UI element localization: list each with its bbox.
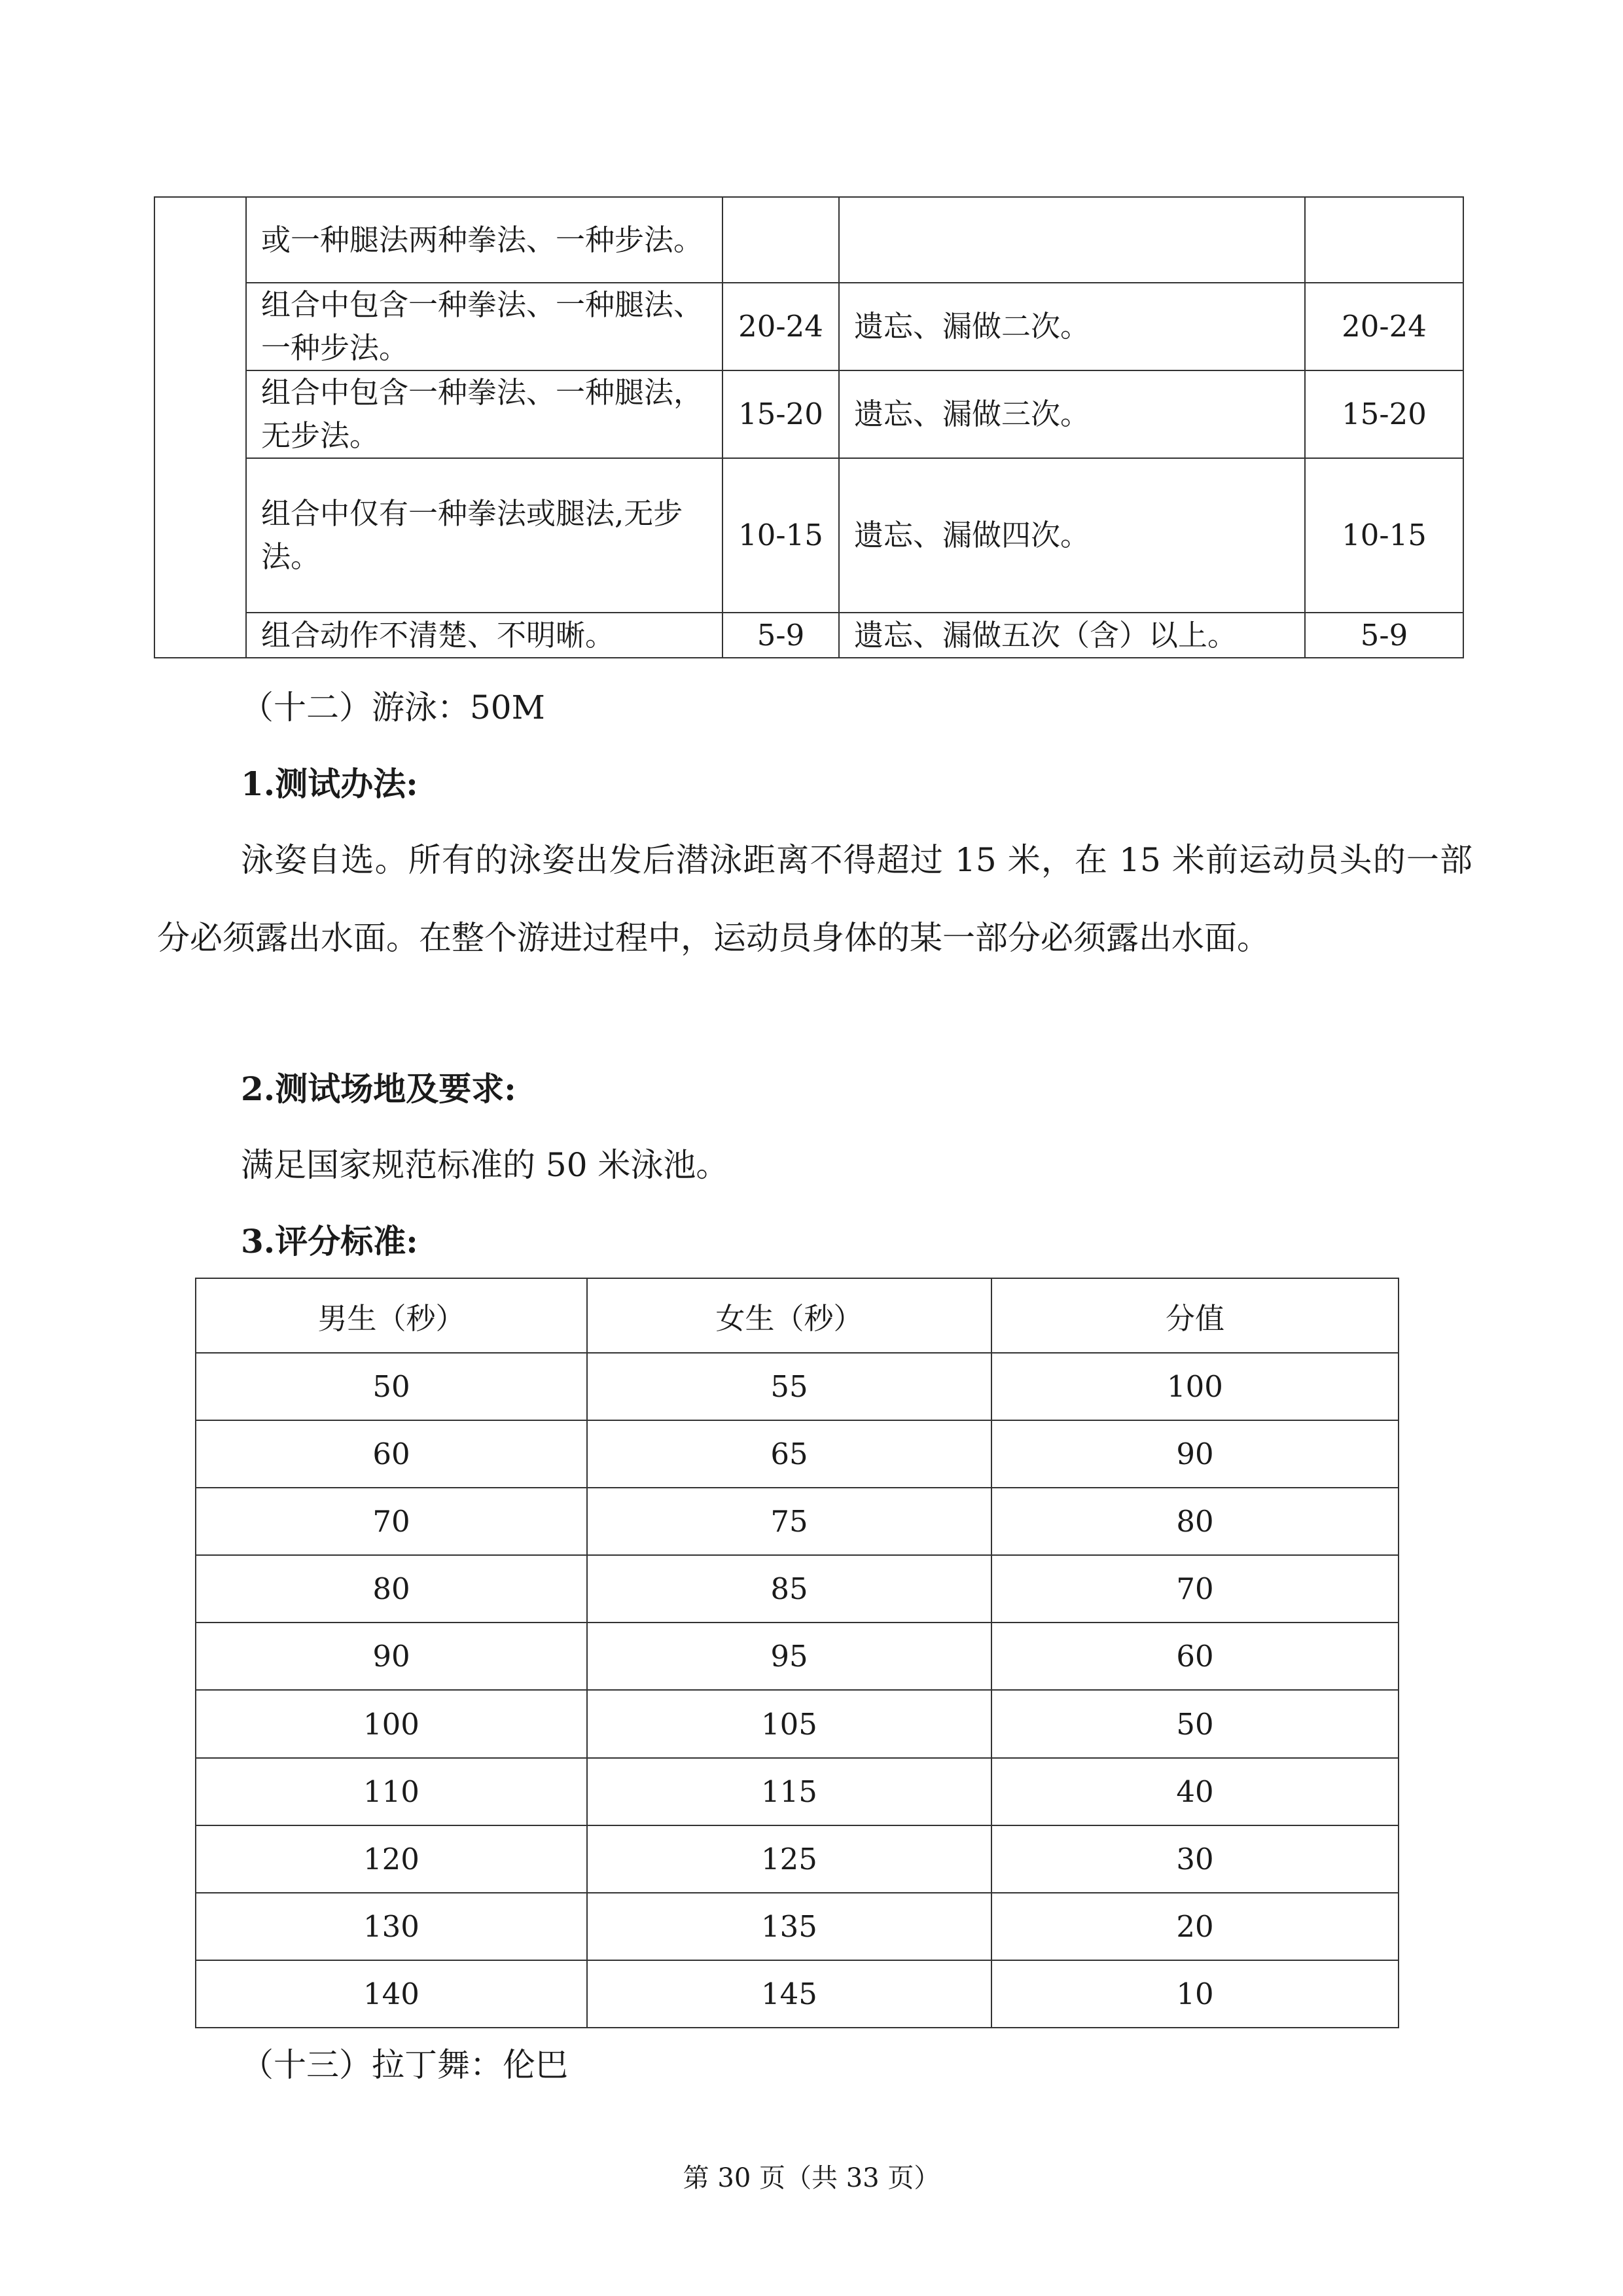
row-score2: 15-20 <box>1305 370 1463 458</box>
cell-female: 105 <box>587 1690 991 1757</box>
cell-male: 110 <box>196 1758 587 1825</box>
row-desc: 组合中包含一种拳法、一种腿法，无步法。 <box>246 370 722 458</box>
row-score <box>722 197 839 283</box>
row-error: 遗忘、漏做三次。 <box>839 370 1305 458</box>
table-row <box>196 1623 1399 1690</box>
cell-male: 140 <box>196 1960 587 2028</box>
header-score: 分值 <box>991 1278 1399 1353</box>
table-row <box>196 1758 1399 1825</box>
row-score2 <box>1305 197 1463 283</box>
row-score2: 5-9 <box>1305 613 1463 658</box>
row-desc: 组合中仅有一种拳法或腿法,无步法。 <box>246 458 722 613</box>
cell-male: 120 <box>196 1825 587 1893</box>
row-error: 遗忘、漏做五次（含）以上。 <box>839 613 1305 658</box>
cell-score: 30 <box>991 1825 1399 1893</box>
header-female: 女生（秒） <box>587 1278 991 1353</box>
section-13-title: （十三）拉丁舞：伦巴 <box>241 2046 568 2084</box>
cell-male: 100 <box>196 1690 587 1757</box>
section-12-title: （十二）游泳：50M <box>241 689 545 726</box>
cell-score: 20 <box>991 1893 1399 1960</box>
cell-score: 70 <box>991 1555 1399 1623</box>
venue-heading: 2.测试场地及要求: <box>241 1069 516 1108</box>
cell-score: 50 <box>991 1690 1399 1757</box>
row-score: 15-20 <box>722 370 839 458</box>
table-row <box>196 1893 1399 1960</box>
row-score2: 20-24 <box>1305 283 1463 370</box>
cell-female: 125 <box>587 1825 991 1893</box>
row-desc: 或一种腿法两种拳法、一种步法。 <box>246 197 722 283</box>
cell-score: 10 <box>991 1960 1399 2028</box>
table-row <box>196 1420 1399 1488</box>
cell-female: 65 <box>587 1420 991 1488</box>
cell-female: 135 <box>587 1893 991 1960</box>
venue-text: 满足国家规范标准的 50 米泳池。 <box>241 1146 729 1184</box>
cell-score: 90 <box>991 1420 1399 1488</box>
row-error: 遗忘、漏做四次。 <box>839 458 1305 613</box>
test-method-text: 泳姿自选。所有的泳姿出发后潜泳距离不得超过 15 米，在 15 米前运动员头的一部分必须露出水面。在整个游进过程中，运动员身体的某一部分必须露出水面。 <box>157 841 1472 957</box>
cell-female: 85 <box>587 1555 991 1623</box>
cell-male: 90 <box>196 1623 587 1690</box>
table-row <box>196 1825 1399 1893</box>
cell-score: 80 <box>991 1488 1399 1555</box>
cell-female: 95 <box>587 1623 991 1690</box>
cell-male: 80 <box>196 1555 587 1623</box>
row-error: 遗忘、漏做二次。 <box>839 283 1305 370</box>
table-row <box>196 1690 1399 1757</box>
row-desc: 组合中包含一种拳法、一种腿法、一种步法。 <box>246 283 722 370</box>
row-score: 10-15 <box>722 458 839 613</box>
merged-first-column <box>154 197 246 658</box>
row-score2: 10-15 <box>1305 458 1463 613</box>
test-method-heading: 1.测试办法: <box>241 764 418 803</box>
cell-female: 145 <box>587 1960 991 2028</box>
swim-score-table <box>195 1278 1399 2028</box>
row-error <box>839 197 1305 283</box>
cell-male: 130 <box>196 1893 587 1960</box>
row-score: 20-24 <box>722 283 839 370</box>
continuation-table <box>154 196 1464 658</box>
cell-score: 100 <box>991 1353 1399 1420</box>
cell-score: 60 <box>991 1623 1399 1690</box>
cell-male: 50 <box>196 1353 587 1420</box>
table-row <box>196 1353 1399 1420</box>
page-number-footer: 第 30 页（共 33 页） <box>683 2163 940 2193</box>
cell-female: 115 <box>587 1758 991 1825</box>
table-row <box>196 1488 1399 1555</box>
cell-male: 60 <box>196 1420 587 1488</box>
cell-male: 70 <box>196 1488 587 1555</box>
table-row <box>196 1960 1399 2028</box>
scoring-heading: 3.评分标准: <box>241 1222 418 1261</box>
table-row <box>196 1555 1399 1623</box>
row-score: 5-9 <box>722 613 839 658</box>
cell-female: 75 <box>587 1488 991 1555</box>
cell-score: 40 <box>991 1758 1399 1825</box>
header-male: 男生（秒） <box>196 1278 587 1353</box>
cell-female: 55 <box>587 1353 991 1420</box>
row-desc: 组合动作不清楚、不明晰。 <box>246 613 722 658</box>
